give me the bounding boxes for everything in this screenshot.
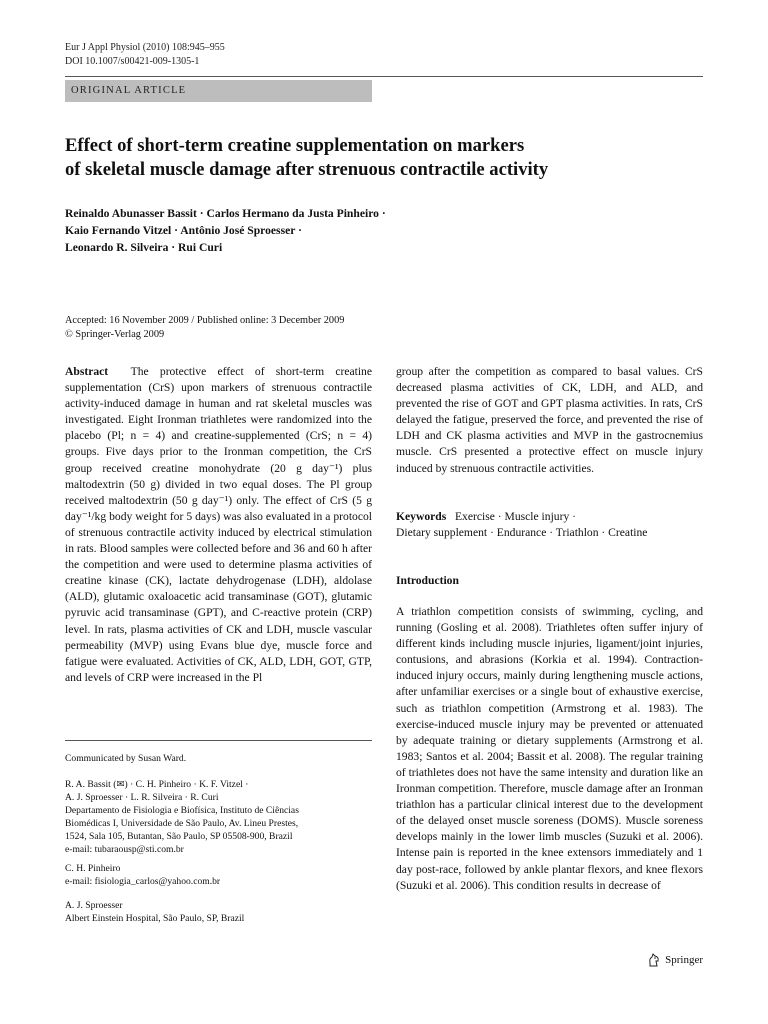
- affil-email[interactable]: e-mail: tubaraousp@sti.com.br: [65, 844, 184, 855]
- journal-citation: Eur J Appl Physiol (2010) 108:945–955: [65, 42, 225, 53]
- keywords-line-1: Exercise · Muscle injury ·: [454, 510, 577, 523]
- affil-dept-3: 1524, Sala 105, Butantan, São Paulo, SP 05508-900, Brazil: [65, 831, 293, 842]
- authors-line-2[interactable]: Kaio Fernando Vitzel · Antônio José Sproesser ·: [65, 224, 302, 237]
- footnote-separator: [65, 740, 372, 741]
- pinheiro-email[interactable]: e-mail: fisiologia_carlos@yahoo.com.br: [65, 876, 221, 887]
- affiliation-block: [65, 778, 375, 856]
- header-rule: [65, 76, 703, 77]
- authors-line-1[interactable]: Reinaldo Abunasser Bassit · Carlos Hermano da Justa Pinheiro ·: [65, 207, 386, 220]
- pinheiro-block: [65, 862, 375, 888]
- communicated-by: Communicated by Susan Ward.: [65, 753, 187, 764]
- introduction-body: [396, 604, 703, 894]
- dates-line-1: Accepted: 16 November 2009 / Published online: 3 December 2009: [65, 315, 345, 326]
- affil-dept-2: Biomédicas I, Universidade de São Paulo, Av. Lineu Prestes,: [65, 818, 299, 829]
- doi[interactable]: DOI 10.1007/s00421-009-1305-1: [65, 56, 200, 67]
- introduction-heading: Introduction: [396, 574, 459, 587]
- sproesser-name: A. J. Sproesser: [65, 900, 123, 911]
- abstract-text-left: The protective effect of short-term creatine supplementation (CrS) upon markers of strenuous contractile activity-induced damage in human and rat skeletal muscles was investigated. Eight Ironman triathletes were randomized into the placebo (Pl; n = 4) and creatine-supplemented (CrS; n = 4) groups. Five days prior to the Ironman competition, the CrS group received creatine monohydrate (20 g day⁻¹) plus maltodextrin (50 g) divided in two equal doses. The Pl group received maltodextrin (50 g day⁻¹) only. The effect of CrS (5 g day⁻¹/kg body weight for 5 days) was also evaluated in a protocol of strenuous contractile activity induced by electrical stimulation in rats. Blood samples were collected before and 36 and 60 h after the competition and were used to determine plasma activities of creatine kinase (CK), lactate dehydrogenase (LDH), aldolase (ALD), glutamic oxaloacetic acid transaminase (GOT), glutamic pyruvic acid transaminase (GPT), and C-reactive protein (CRP) level. In rats, plasma activities of CK and LDH, muscle vascular permeability (MVP) using Evans blue dye, muscle force and fatigue were evaluated. Activities of CK, ALD, LDH, GOT, GTP, and levels of CRP were increased in the Pl: [65, 365, 373, 684]
- abstract-text-right: group after the competition as compared to basal values. CrS decreased plasma activities of CK, LDH, and ALD, and prevented the rise of GOT and GPT plasma activities. In rats, CrS delayed the fatigue, preserved the force, and prevented the rise of LDH and CK plasma activities and MVP in the gastrocnemius muscle. CrS presented a protective effect on muscle injury induced by strenuous contractile activities.: [396, 365, 703, 475]
- abstract-label: Abstract: [65, 365, 109, 378]
- sproesser-affil: Albert Einstein Hospital, São Paulo, SP, Brazil: [65, 913, 245, 924]
- publisher-logo: [647, 953, 703, 967]
- publication-dates: [65, 314, 344, 342]
- article-title: [65, 134, 705, 182]
- keywords-line-2: Dietary supplement · Endurance · Triathlon · Creatine: [396, 526, 648, 540]
- affil-dept-1: Departamento de Fisiologia e Biofísica, Instituto de Ciências: [65, 805, 299, 816]
- abstract-right-column: [396, 364, 703, 477]
- keywords: [396, 509, 703, 541]
- introduction-text: A triathlon competition consists of swimming, cycling, and running (Gosling et al. 2008). Triathletes often suffer injury of different kinds including muscle injuries, ligament/joint injuries, contusions, and abrasions (Korkia et al. 1994). Contraction-induced injury occurs, mainly during lengthening muscle actions, after unfamiliar exercises or a single bout of exhaustive exercise, such as triathlon competition (Armstrong et al. 1983). The exercise-induced muscle injury may be prevented or attenuated by adequate training or dietary supplements (Armstrong et al. 1983; Santos et al. 2004; Bassit et al. 2008). The regular training of triathletes does not have the same intensity and duration like an Ironman competition. Therefore, muscle damage after an Ironman triathlon has a particular clinical interest due to the development of the delayed onset muscle soreness (DOMS). Muscle soreness develops mainly in the lower limb muscles (Suzuki et al. 2006). Intense pain is reported in the knee extensors immediately and 1 day post-race, followed by ankle plantar flexors, and knee flexors (Suzuki et al. 2006). This condition results in decrease of: [396, 605, 703, 892]
- copyright-line: © Springer-Verlag 2009: [65, 329, 165, 340]
- springer-knight-icon: [647, 953, 661, 967]
- sproesser-block: [65, 899, 375, 925]
- affil-names-2: A. J. Sproesser · L. R. Silveira · R. Curi: [65, 792, 219, 803]
- title-line-1: Effect of short-term creatine supplementation on markers: [65, 135, 525, 156]
- keywords-label: Keywords: [396, 510, 447, 523]
- authors-line-3[interactable]: Leonardo R. Silveira · Rui Curi: [65, 241, 223, 254]
- article-type-banner: ORIGINAL ARTICLE: [65, 80, 372, 102]
- title-line-2: of skeletal muscle damage after strenuous contractile activity: [65, 159, 549, 180]
- author-list: [65, 205, 665, 256]
- publisher-name: Springer: [665, 954, 703, 966]
- affil-names-1: R. A. Bassit (✉) · C. H. Pinheiro · K. F. Vitzel ·: [65, 779, 249, 790]
- pinheiro-name: C. H. Pinheiro: [65, 863, 121, 874]
- abstract-left-column: [65, 364, 372, 686]
